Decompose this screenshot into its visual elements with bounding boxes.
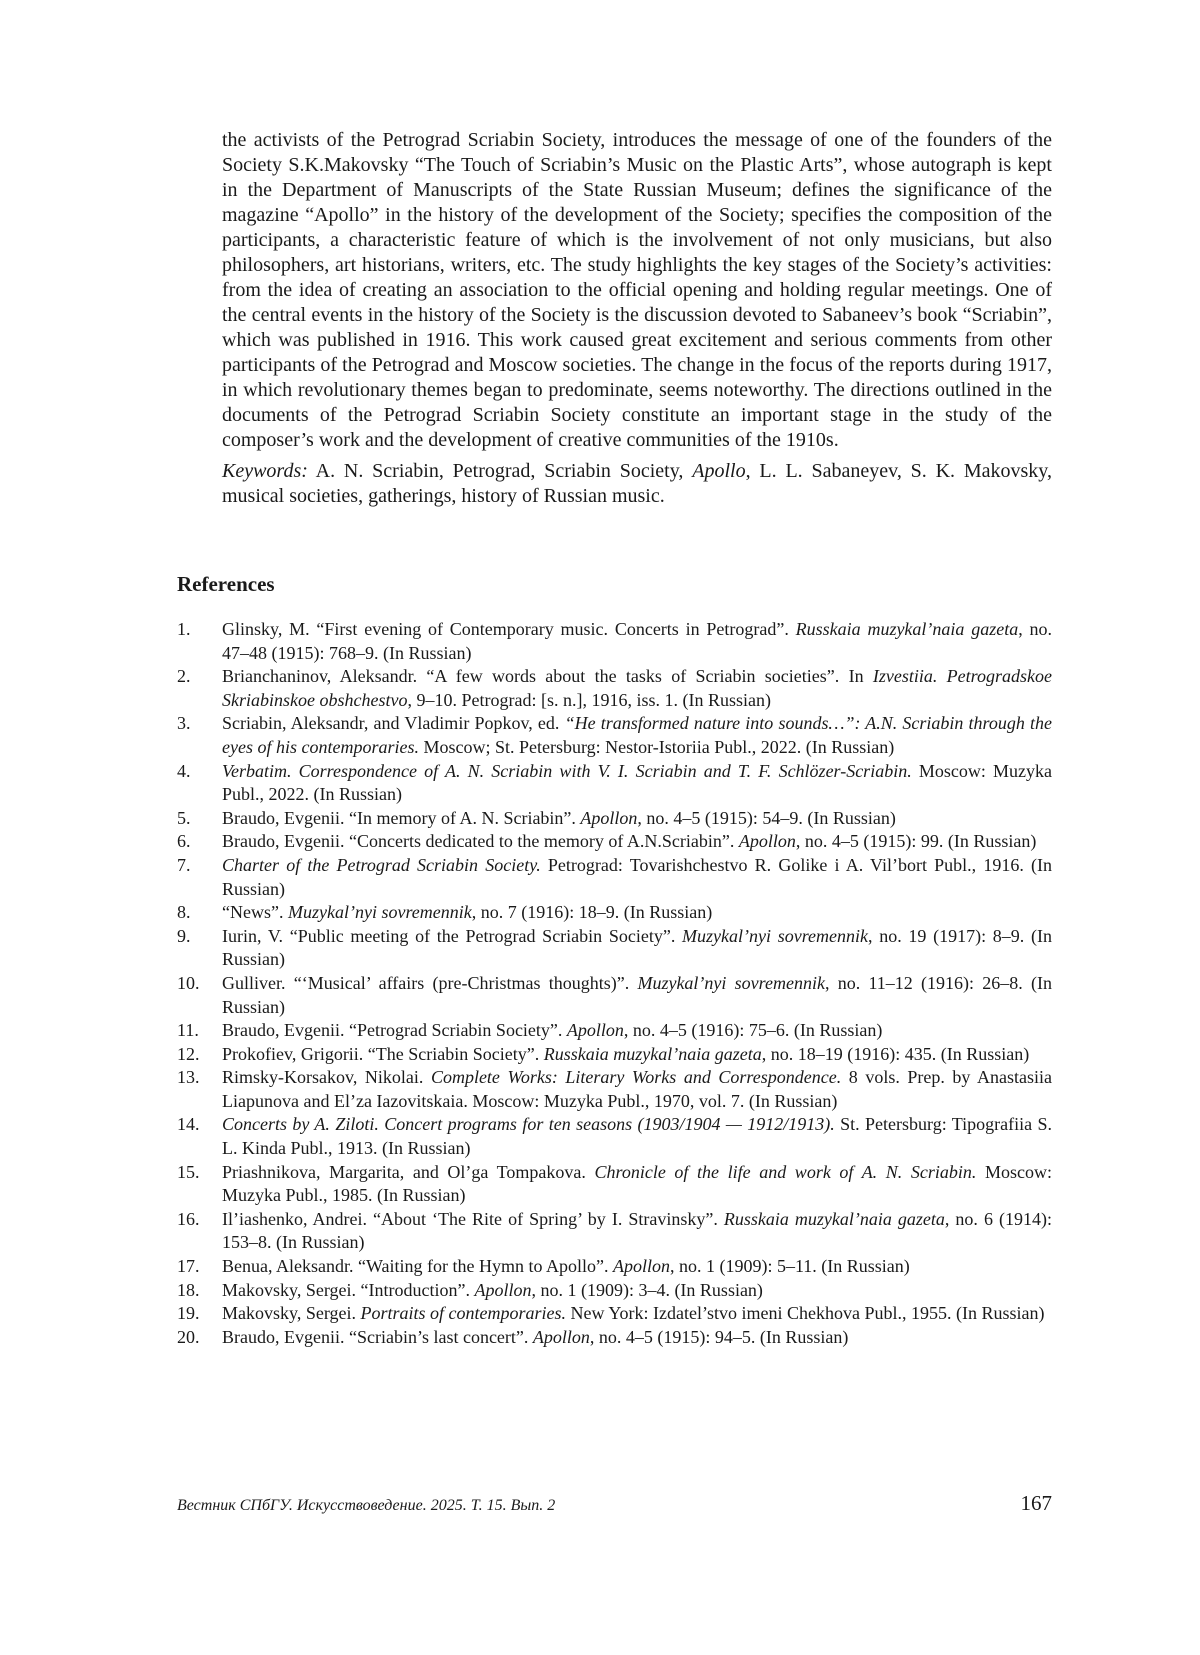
abstract-section [222, 128, 1052, 509]
reference-text [222, 807, 1052, 831]
reference-text-part: Moscow: Muzyka Publ., 1985. (In Russian) [222, 1161, 1052, 1206]
reference-text [222, 712, 1052, 759]
reference-text-part: , no. 19 (1917): 8–9. (In Russian) [222, 925, 1052, 970]
reference-italic-title: Apollon [738, 831, 796, 852]
reference-text-part: , no. 4–5 (1915): 99. (In Russian) [795, 831, 1037, 852]
reference-text-part: Braudo, Evgenii. “Petrograd Scriabin Society”. [222, 1020, 567, 1041]
references-heading: References [177, 572, 275, 596]
reference-item [177, 925, 1052, 972]
reference-italic-title: Apollon [566, 1020, 624, 1041]
reference-item [177, 807, 1052, 831]
reference-text-part: , no. 4–5 (1916): 75–6. (In Russian) [623, 1020, 883, 1041]
reference-item [177, 1302, 1052, 1326]
keywords-paragraph [222, 459, 1052, 509]
reference-text-part: , no. 1 (1909): 5–11. (In Russian) [669, 1256, 910, 1277]
page-number: 167 [1020, 1491, 1052, 1515]
reference-item [177, 1279, 1052, 1303]
reference-item [177, 665, 1052, 712]
reference-italic-title: Apollon [580, 807, 638, 828]
reference-number: 9. [177, 925, 191, 946]
reference-text-part: Makovsky, Sergei. “Introduction”. [222, 1279, 475, 1300]
keywords-text-italic: Apollo [692, 460, 746, 482]
reference-item [177, 1019, 1052, 1043]
reference-text [222, 901, 1052, 925]
reference-italic-title: Muzykal’nyi sovremennik [287, 902, 472, 923]
reference-italic-title: “He transformed nature into sounds…”: A.N. Scriabin through the eyes of his contemporaries. [222, 713, 1053, 757]
reference-text-part: , no. 4–5 (1915): 54–9. (In Russian) [637, 807, 896, 828]
reference-item [177, 1161, 1052, 1208]
reference-text-part: Glinsky, M. “First evening of Contemporary music. Concerts in Petrograd”. [222, 619, 796, 639]
reference-item [177, 1066, 1052, 1113]
reference-item [177, 972, 1052, 1019]
keywords-text-start: A. N. Scriabin, Petrograd, Scriabin Society, [307, 460, 693, 482]
reference-number: 1. [177, 619, 191, 639]
reference-number: 18. [177, 1279, 200, 1300]
reference-number: 2. [177, 666, 191, 687]
reference-text-part: Moscow: Muzyka Publ., 2022. (In Russian) [222, 760, 1053, 805]
reference-number: 4. [177, 760, 191, 781]
reference-text-part: Makovsky, Sergei. [222, 1303, 361, 1324]
reference-item [177, 1208, 1052, 1255]
reference-italic-title: Apollon [474, 1279, 532, 1300]
reference-italic-title: Apollon [532, 1326, 590, 1347]
reference-text [222, 1302, 1052, 1326]
reference-text-part: , no. 4–5 (1915): 94–5. (In Russian) [589, 1326, 849, 1347]
reference-text [222, 1066, 1052, 1113]
reference-italic-title: Russkaia muzykal’naia gazeta [795, 619, 1019, 639]
reference-italic-title: Russkaia muzykal’naia gazeta [543, 1043, 762, 1064]
reference-text-part: Iurin, V. “Public meeting of the Petrograd Scriabin Society”. [222, 925, 683, 946]
reference-text-part: 8 vols. Prep. by Anastasiia Liapunova and El’za Iazovitskaia. Moscow: Muzyka Publ., 1970, vol. 7. (In Russian) [222, 1067, 1052, 1111]
reference-italic-title: Portraits of contemporaries. [360, 1303, 566, 1324]
reference-italic-title: Complete Works: Literary Works and Correspondence. [430, 1067, 842, 1088]
references-list [177, 618, 1052, 1349]
keywords-text-end: , L. L. Sabaneyev, S. K. Makovsky, musical societies, gatherings, history of Russian music. [222, 460, 1053, 507]
reference-number: 8. [177, 902, 191, 923]
reference-text-part: Petrograd: Tovarishchestvo R. Golike i A. Vil’bort Publ., 1916. (In Russian) [222, 854, 1053, 899]
reference-number: 6. [177, 831, 191, 852]
reference-text-part: Prokofiev, Grigorii. “The Scriabin Society”. [222, 1043, 544, 1064]
reference-number: 5. [177, 807, 191, 828]
reference-text-part: , no. 1 (1909): 3–4. (In Russian) [531, 1279, 763, 1300]
reference-italic-title: Izvestiia. Petrogradskoe Skriabinskoe obshchestvo [222, 666, 1052, 710]
reference-text-part: Braudo, Evgenii. “In memory of A. N. Scriabin”. [222, 807, 581, 828]
reference-text [222, 830, 1052, 854]
reference-text-part: Scriabin, Aleksandr, and Vladimir Popkov, ed. [222, 713, 565, 734]
reference-text-part: Braudo, Evgenii. “Concerts dedicated to the memory of A.N.Scriabin”. [222, 831, 739, 852]
reference-text-part: Gulliver. “‘Musical’ affairs (pre-Christmas thoughts)”. [222, 972, 638, 993]
reference-number: 11. [177, 1020, 199, 1041]
reference-number: 15. [177, 1161, 200, 1182]
reference-item [177, 618, 1052, 665]
reference-item [177, 830, 1052, 854]
reference-item [177, 901, 1052, 925]
reference-text [222, 1019, 1052, 1043]
reference-item [177, 1255, 1052, 1279]
reference-italic-title: Concerts by A. Ziloti. Concert programs for ten seasons (1903/1904 — 1912/1913). [222, 1114, 835, 1135]
reference-item [177, 1326, 1052, 1350]
reference-italic-title: Charter of the Petrograd Scriabin Society. [222, 854, 541, 875]
reference-item [177, 1113, 1052, 1160]
reference-number: 17. [177, 1256, 200, 1277]
reference-number: 14. [177, 1114, 200, 1135]
reference-text-part: , no. 6 (1914): 153–8. (In Russian) [222, 1208, 1052, 1253]
reference-text [222, 854, 1052, 901]
reference-text [222, 1255, 1052, 1279]
reference-text [222, 925, 1052, 972]
reference-number: 12. [177, 1043, 200, 1064]
abstract-body: the activists of the Petrograd Scriabin Society, introduces the message of one of the founders of the Society S.K.Makovsky “The Touch of Scriabin’s Music on the Plastic Arts”, whose autograph is kept in the Department of Manuscripts of the State Russian Museum; defines the significance of the magazine “Apollo” in the history of the development of the Society; specifies the composition of the participants, a characteristic feature of which is the involvement of not only musicians, but also philosophers, art historians, writers, etc. The study highlights the key stages of the Society’s activities: from the idea of creating an association to the official opening and holding regular meetings. One of the central events in the history of the Society is the discussion devoted to Sabaneev’s book “Scriabin”, which was published in 1916. This work caused great excitement and serious comments from other participants of the Petrograd and Moscow societies. The change in the focus of the reports during 1917, in which revolutionary themes began to predominate, seems noteworthy. The directions outlined in the documents of the Petrograd Scriabin Society constitute an important stage in the study of the composer’s work and the development of creative communities of the 1910s. [222, 129, 1052, 451]
reference-text [222, 760, 1052, 807]
reference-number: 13. [177, 1067, 200, 1088]
reference-text-part: “News”. [222, 902, 288, 923]
reference-italic-title: Muzykal’nyi sovremennik [637, 972, 825, 993]
reference-number: 16. [177, 1208, 200, 1229]
keywords-label: Keywords: [222, 460, 308, 482]
reference-text-part: Il’iashenko, Andrei. “About ‘The Rite of Spring’ by I. Stravinsky”. [222, 1208, 724, 1229]
reference-text-part: New York: Izdatel’stvo imeni Chekhova Publ., 1955. (In Russian) [566, 1303, 1045, 1324]
reference-text-part: Rimsky-Korsakov, Nikolai. [222, 1067, 431, 1088]
reference-text-part: , no. 7 (1916): 18–9. (In Russian) [471, 902, 713, 923]
reference-item [177, 1043, 1052, 1067]
reference-text [222, 1208, 1052, 1255]
reference-italic-title: Russkaia muzykal’naia gazeta [723, 1208, 945, 1229]
reference-text [222, 1279, 1052, 1303]
reference-number: 7. [177, 854, 191, 875]
reference-text-part: Priashnikova, Margarita, and Ol’ga Tompakova. [222, 1161, 595, 1182]
reference-italic-title: Verbatim. Correspondence of A. N. Scriabin with V. I. Scriabin and T. F. Schlözer-Scriabin. [222, 760, 912, 781]
reference-item [177, 854, 1052, 901]
reference-number: 19. [177, 1303, 200, 1324]
reference-text-part: , no. 11–12 (1916): 26–8. (In Russian) [222, 972, 1052, 1017]
reference-text-part: , 9–10. Petrograd: [s. n.], 1916, iss. 1. (In Russian) [407, 689, 771, 710]
reference-italic-title: Muzykal’nyi sovremennik [682, 925, 869, 946]
reference-number: 10. [177, 972, 200, 993]
reference-number: 3. [177, 713, 191, 734]
reference-number: 20. [177, 1326, 200, 1347]
reference-text [222, 972, 1052, 1019]
reference-text-part: , no. 18–19 (1916): 435. (In Russian) [761, 1043, 1030, 1064]
reference-text-part: Moscow; St. Petersburg: Nestor-Istoriia Publ., 2022. (In Russian) [418, 736, 895, 757]
reference-text-part: Brianchaninov, Aleksandr. “A few words about the tasks of Scriabin societies”. In [222, 666, 873, 687]
reference-text [222, 665, 1052, 712]
reference-text [222, 1161, 1052, 1208]
reference-text-part: , no. 47–48 (1915): 768–9. (In Russian) [222, 619, 1053, 663]
reference-text [222, 1043, 1052, 1067]
reference-text [222, 618, 1052, 665]
reference-text-part: Braudo, Evgenii. “Scriabin’s last concert”. [222, 1326, 533, 1347]
footer-journal-title: Вестник СПбГУ. Искусствоведение. 2025. Т. 15. Вып. 2 [177, 1497, 556, 1514]
reference-item [177, 760, 1052, 807]
reference-text [222, 1113, 1052, 1160]
reference-italic-title: Chronicle of the life and work of A. N. Scriabin. [594, 1161, 977, 1182]
reference-italic-title: Apollon [612, 1256, 670, 1277]
reference-text [222, 1326, 1052, 1350]
reference-item [177, 712, 1052, 759]
reference-text-part: Benua, Aleksandr. “Waiting for the Hymn to Apollo”. [222, 1256, 613, 1277]
reference-text-part: St. Petersburg: Tipografiia S. L. Kinda Publ., 1913. (In Russian) [222, 1114, 1053, 1159]
